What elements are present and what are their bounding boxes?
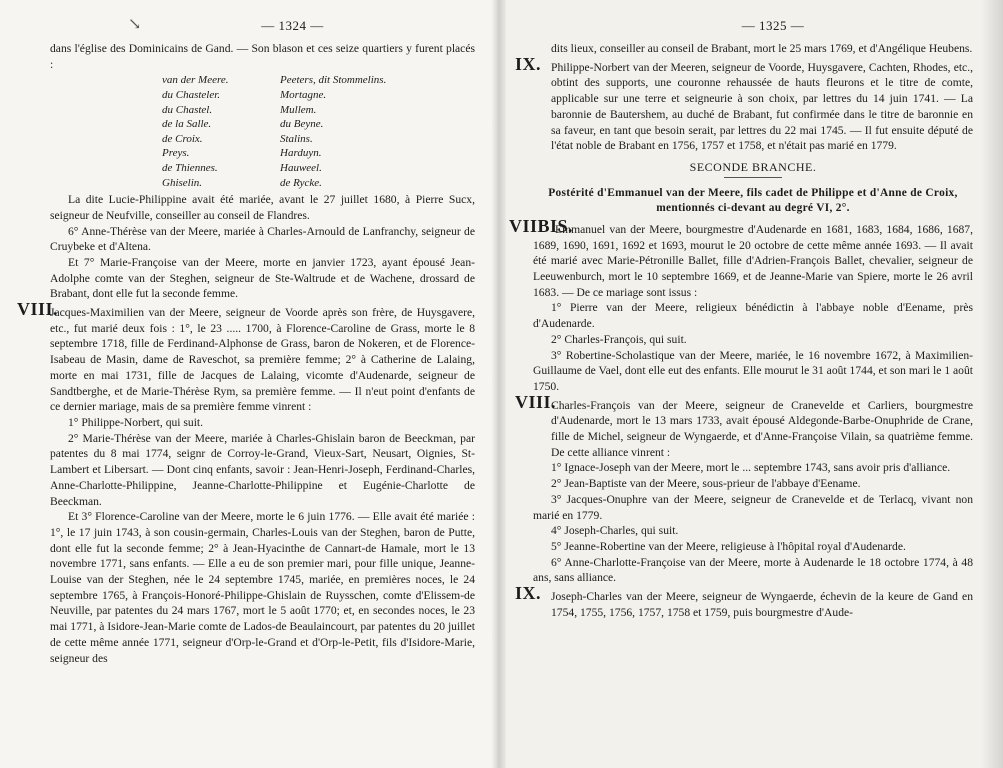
paragraph: 6° Anne-Thérèse van der Meere, mariée à Charles-Arnould de Lanfranchy, seigneur de Cruybeke et d'Altena.	[50, 224, 475, 254]
quarter-item: Stalins.	[280, 132, 313, 145]
paragraph: 2° Marie-Thérèse van der Meere, mariée à Charles-Ghislain baron de Beeckman, par patentes du 8 mai 1774, seignr de Corroy-le-Grand, Vieux-Sart, Neusart, Oignies, St-Lambert et Libersart. — Dont cinq enfants, savoir : Jean-Henri-Joseph, Ferdinand-Charles, Anne-Charlotte-Philippine, Jeanne-Charlotte-Philippine et Eugénie-Charlotte de Beeckman.	[50, 431, 475, 508]
quarter-item: Peeters, dit Stommelins.	[280, 74, 387, 87]
page-number-left: — 1324 —	[261, 18, 324, 33]
paragraph: 2° Jean-Baptiste van der Meere, sous-prieur de l'abbaye d'Eename.	[551, 477, 861, 491]
generation-number: VIIBIS.	[509, 215, 574, 236]
section-subheading: Postérité d'Emmanuel van der Meere, fils cadet de Philippe et d'Anne de Croix, mentionnés ci-devant au degré VI, 2°.	[548, 186, 958, 214]
paragraph: 5° Jeanne-Robertine van der Meere, religieuse à l'hôpital royal d'Audenarde.	[551, 539, 906, 553]
generation-entry	[509, 215, 973, 301]
quarter-item: de la Salle.	[162, 118, 212, 131]
section-divider	[724, 177, 782, 178]
paragraph: La dite Lucie-Philippine avait été mariée, avant le 27 juillet 1680, à Pierre Sucx, seigneur de Neufville, conseiller au conseil de Flandres.	[50, 193, 475, 222]
paragraph: 1° Pierre van der Meere, religieux bénédictin à l'abbaye noble d'Eename, près d'Audenarde.	[533, 301, 973, 331]
generation-text: Jacques-Maximilien van der Meere, seigneur de Voorde après son frère, de Huysgavere, etc., fut marié deux fois : 1°, le 23 ..... 1700, à Florence-Caroline de Grass, morte le 8 septembre 1718, fille de Ferdinand-Alphonse de Grass, baron de Nokeren, et de Florence-Isabeau de Masin, dame de Raveschot, sa première femme; 2° à Catherine de Lalaing, morte en mai 1731, fille de Jacques de Lalaing, vicomte d'Audenarde, seigneur de Sandtberghe, et de Marie-Thérèse Rym, sa première femme. — Il n'eut point d'enfants de ce dernier mariage, mais de sa première femme vinrent :	[50, 306, 475, 414]
paragraph: 1° Ignace-Joseph van der Meere, mort le ... septembre 1743, sans avoir pris d'alliance.	[551, 461, 951, 475]
quarter-item: van der Meere.	[162, 74, 229, 87]
generation-text: Joseph-Charles van der Meere, seigneur de Wyngaerde, échevin de la keure de Gand en 1754, 1755, 1756, 1757, 1758 et 1759, puis bourgmestre d'Aude-	[551, 590, 973, 619]
paragraph: 2° Charles-François, qui suit.	[551, 332, 687, 346]
page-edge-shadow	[981, 0, 1003, 768]
paragraph: 3° Robertine-Scholastique van der Meere, mariée, le 16 novembre 1672, à Maximilien-Guillaume de Vael, dont elle eut des enfants. Elle mourut le 31 août 1744, et son mari le 1 août 1750.	[533, 348, 973, 393]
generation-entry	[515, 391, 973, 461]
paragraph: 3° Jacques-Onuphre van der Meere, seigneur de Cranevelde et de Terlacq, vivant non marié en 1779.	[533, 492, 973, 522]
generation-entry	[515, 583, 973, 620]
left-page	[0, 0, 497, 768]
right-page	[497, 0, 1003, 768]
quarter-item: du Beyne.	[280, 118, 324, 131]
generation-number: IX.	[515, 53, 542, 74]
quarter-item: Mortagne.	[280, 89, 327, 101]
generation-text: Charles-François van der Meere, seigneur de Cranevelde et Carliers, bourgmestre d'Audenarde, mort le 13 mars 1733, avait épousé Aldegonde-Barbe-Onuphride de Crane, fille de Michel, seigneur de Wyngaerde, et d'Anne-Françoise Vilain, sa quatrième femme. De cette alliance vinrent :	[551, 398, 973, 459]
paragraph: dans l'église des Dominicains de Gand. — Son blason et ces seize quartiers y furent placés :	[50, 42, 475, 71]
section-title: SECONDE BRANCHE.	[689, 159, 817, 174]
paragraph: 1° Philippe-Norbert, qui suit.	[68, 416, 204, 429]
quarter-item: de Rycke.	[280, 176, 322, 189]
paragraph: Et 3° Florence-Caroline van der Meere, morte le 6 juin 1776. — Elle avait été mariée : 1°, le 17 juin 1743, à son cousin-germain, Charles-Louis van der Steghen, baron de Putte, dont elle fut la seconde femme; 2° à Jean-Hyacinthe de Cannart-de Hamale, mort le 13 novembre 1771, sans enfants. — Elle a eu de son premier mari, pour fille unique, Jeanne-Louise van der Steghen, née le 24 septembre 1745, mariée, en premières noces, le 24 septembre 1765, à François-Honoré-Philippe-Ghislain de Ruysschen, comte d'Elissem-de Neuville, par patentes du 24 mars 1767, mort le 5 août 1770; et, en secondes noces, le 23 mai 1771, à Isidore-Jean-Marie comte de Lados-de Beaulaincourt, par patentes du 20 juillet de cette même année 1771, seigneur d'Orp-le-Grand et d'Orp-le-Petit, fils d'Isidore-Marie, seigneur des	[50, 510, 475, 665]
generation-number: VIII.	[17, 299, 59, 320]
generation-text: Philippe-Norbert van der Meeren, seigneur de Voorde, Huysgavere, Cachten, Rhodes, etc., obtint des supports, une couronne rehaussée de hauts fleurons et le titre de comte, applicable sur une terre et seigneurie à son choix, par lettres du 14 juin 1741. — La baronnie de Bautershem, au duché de Brabant, fut confirmée dans le titre de baronnie en sa faveur, en tant que besoin serait, par lettres du 22 mai 1745. — Il fut ensuite député de l'état noble de Brabant en 1756, 1757 et 1758, et n'était pas marié en 1779.	[551, 60, 973, 153]
quarter-item: du Chastel.	[162, 103, 213, 116]
quarter-item: Preys.	[162, 147, 190, 160]
generation-number: VIII.	[515, 391, 557, 412]
quarter-item: de Croix.	[162, 132, 203, 145]
quarter-item: Harduyn.	[280, 147, 322, 160]
quarters-list	[162, 73, 475, 190]
paragraph: 6° Anne-Charlotte-Françoise van der Meere, morte à Audenarde le 18 octobre 1774, à 48 ans, sans alliance.	[533, 555, 973, 585]
quarter-item: Ghiselin.	[162, 176, 203, 189]
paragraph: dits lieux, conseiller au conseil de Brabant, mort le 25 mars 1769, et d'Angélique Heubens.	[551, 42, 973, 55]
paragraph: 4° Joseph-Charles, qui suit.	[551, 524, 679, 538]
generation-text: Emmanuel van der Meere, bourgmestre d'Audenarde en 1681, 1683, 1684, 1686, 1687, 1689, 1690, 1691, 1692 et 1693, mourut le 20 octobre de cette même année 1693. — Il avait été marié avec Marie-Pétronille Ballet, fille d'Adrien-François Ballet, chevalier, seigneur de Leeuwenburch, mort le 10 septembre 1669, et de Jeanne-Marie van Spiere, morte le 26 avril 1683. — De ce mariage sont issus :	[533, 222, 973, 299]
quarter-item: Mullem.	[280, 103, 317, 116]
generation-entry	[17, 299, 475, 415]
pencil-mark-icon: ↘	[128, 16, 142, 33]
page-number-right: — 1325 —	[741, 18, 805, 33]
quarter-item: de Thiennes.	[162, 161, 218, 174]
quarter-item: Hauweel.	[280, 161, 322, 174]
quarter-item: du Chasteler.	[162, 89, 221, 101]
book-gutter	[492, 0, 506, 768]
paragraph: Et 7° Marie-Françoise van der Meere, morte en janvier 1723, ayant épousé Jean-Adolphe comte van der Steghen, seigneur de Ste-Waltrude et de Wachene, drossard de Brabant, dont elle fut la seconde femme.	[50, 255, 475, 301]
generation-number: IX.	[515, 583, 542, 604]
generation-entry	[515, 53, 973, 154]
